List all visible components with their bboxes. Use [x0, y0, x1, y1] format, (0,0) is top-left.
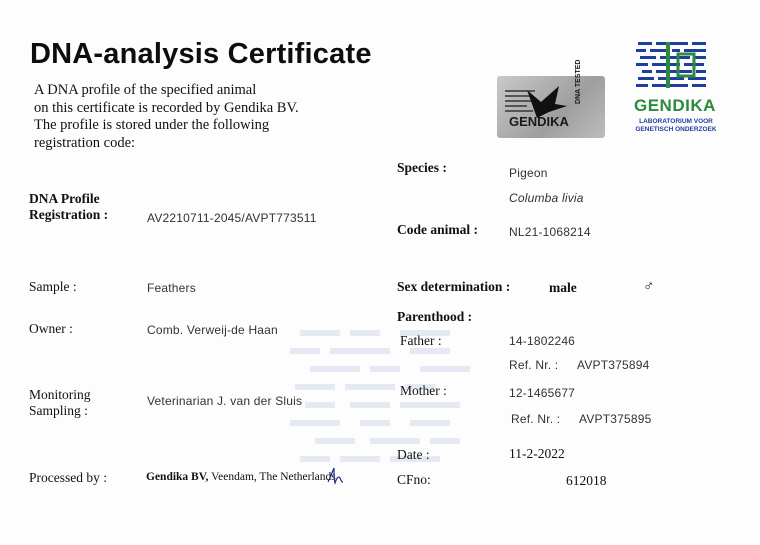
- monitoring-value: Veterinarian J. van der Sluis: [147, 394, 303, 408]
- processed-label: Processed by :: [29, 470, 107, 485]
- cfno-label: CFno:: [397, 472, 431, 487]
- sample-value: Feathers: [147, 281, 196, 295]
- species-label: Species :: [397, 160, 447, 175]
- date-label: Date :: [397, 447, 430, 462]
- father-label: Father :: [400, 333, 442, 348]
- registration-value: AV2210711-2045/AVPT773511: [147, 211, 317, 225]
- father-ref-value: AVPT375894: [577, 358, 650, 372]
- signature-mark: [325, 466, 347, 486]
- mother-label: Mother :: [400, 383, 447, 398]
- registration-label-line1: DNA Profile: [29, 191, 100, 206]
- badge-brand: GENDIKA: [509, 114, 569, 129]
- sex-value: male: [549, 280, 577, 295]
- monitoring-label-line2: Sampling :: [29, 403, 88, 418]
- owner-value: Comb. Verweij-de Haan: [147, 323, 278, 337]
- species-common: Pigeon: [509, 166, 548, 180]
- registration-label-line2: Registration :: [29, 207, 109, 222]
- intro-line: A DNA profile of the specified animal: [34, 82, 257, 98]
- watermark-pattern: [290, 320, 480, 480]
- dna-tested-badge: [497, 59, 605, 138]
- mother-ref-label: Ref. Nr. :: [511, 412, 561, 426]
- intro-line: registration code:: [34, 134, 136, 151]
- logo-name: GENDIKA: [634, 96, 716, 115]
- mother-value: 12-1465677: [509, 386, 576, 400]
- monitoring-label-line1: Monitoring: [29, 387, 91, 402]
- male-symbol-icon: ♂: [643, 279, 655, 295]
- date-value: 11-2-2022: [509, 446, 565, 461]
- species-latin: Columba livia: [509, 191, 584, 205]
- code-animal-label: Code animal :: [397, 222, 478, 237]
- processed-value: Gendika BV, Veendam, The Netherlands: [146, 471, 336, 483]
- mother-ref-value: AVPT375895: [579, 412, 652, 426]
- logo-subtitle: [634, 118, 718, 134]
- father-ref-label: Ref. Nr. :: [509, 358, 559, 372]
- badge-tag: DNA TESTED: [575, 59, 582, 104]
- code-animal-value: NL21-1068214: [509, 225, 591, 239]
- logo-subtitle-line: GENETISCH ONDERZOEK: [635, 126, 717, 133]
- father-value: 14-1802246: [509, 334, 576, 348]
- page-title: DNA-analysis Certificate: [30, 38, 372, 70]
- intro-line: on this certificate is recorded by Gendika BV.: [34, 99, 299, 116]
- intro-line: The profile is stored under the following: [34, 117, 270, 133]
- gendika-logo-icon: [636, 40, 710, 92]
- cfno-value: 612018: [566, 473, 607, 488]
- intro-text: [34, 82, 344, 152]
- owner-label: Owner :: [29, 321, 73, 336]
- sample-label: Sample :: [29, 279, 77, 294]
- sex-label: Sex determination :: [397, 279, 511, 294]
- logo-subtitle-line: LABORATORIUM VOOR: [639, 118, 713, 125]
- processed-location: Veendam, The Netherlands: [208, 471, 336, 483]
- parenthood-label: Parenthood :: [397, 309, 473, 324]
